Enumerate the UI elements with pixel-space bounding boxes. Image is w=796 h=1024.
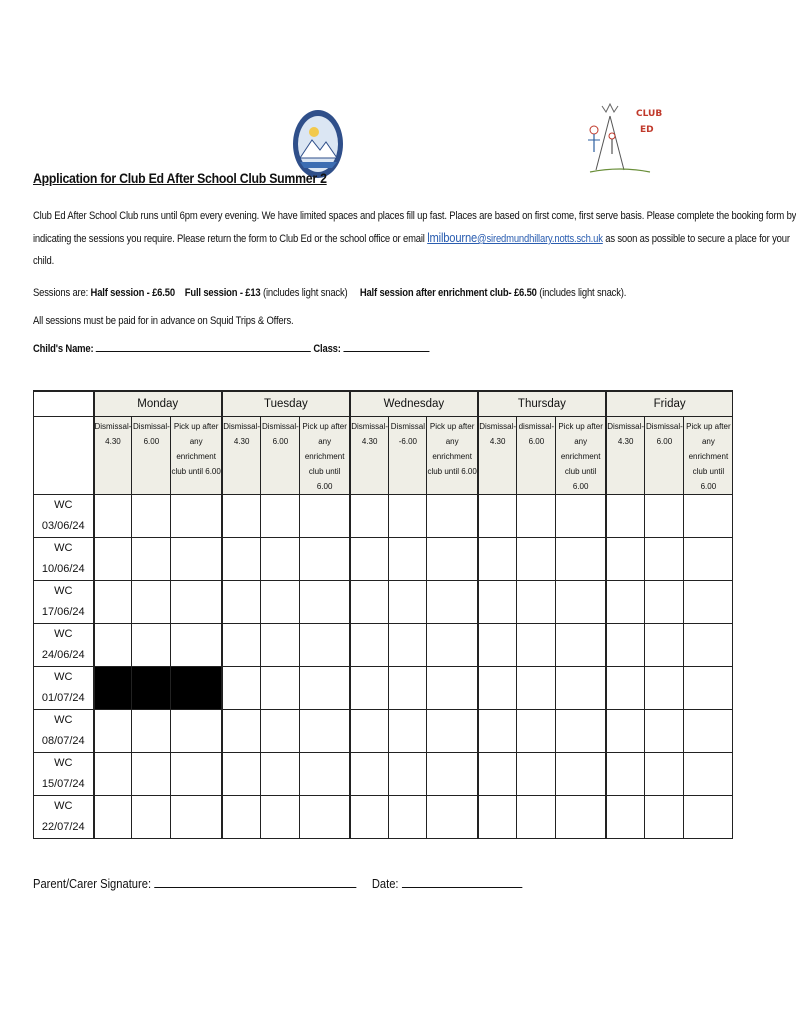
booking-cell[interactable]: [556, 666, 606, 709]
after-enrichment-note: (includes light snack).: [536, 287, 627, 299]
intro-line-3: child.: [33, 255, 55, 267]
booking-cell[interactable]: [427, 709, 478, 752]
booking-cell[interactable]: [389, 795, 427, 838]
booking-cell[interactable]: [222, 494, 261, 537]
sessions-line: [33, 282, 626, 304]
booking-cell[interactable]: [132, 795, 171, 838]
booking-cell[interactable]: [171, 494, 222, 537]
booking-cell[interactable]: [389, 537, 427, 580]
signature-label: Parent/Carer Signature:: [33, 876, 155, 891]
booking-cell[interactable]: [606, 537, 645, 580]
booking-cell[interactable]: [132, 537, 171, 580]
corner-cell-2: [34, 416, 94, 494]
week-row: [34, 580, 733, 623]
booking-cell[interactable]: [261, 580, 300, 623]
session-header-tuesday-1: Dismissal- 4.30: [222, 416, 261, 494]
booking-cell[interactable]: [517, 623, 556, 666]
booking-cell[interactable]: [606, 623, 645, 666]
booking-cell[interactable]: [684, 666, 733, 709]
week-label: [34, 580, 94, 623]
week-row: [34, 666, 733, 709]
half-session-price: Half session - £6.50: [90, 287, 175, 299]
booking-cell[interactable]: [517, 795, 556, 838]
booking-cell[interactable]: [556, 494, 606, 537]
booking-cell[interactable]: [684, 752, 733, 795]
week-date: 24/06/24: [41, 648, 85, 661]
intro-line-2: [33, 227, 796, 250]
signature-line: [33, 876, 522, 891]
session-header-monday-3: Pick up after any enrichment club until 6.00: [171, 416, 222, 494]
week-row: [34, 752, 733, 795]
week-wc: WC: [54, 713, 73, 726]
booking-cell[interactable]: [427, 580, 478, 623]
session-header-thursday-2: dismissal- 6.00: [517, 416, 556, 494]
booking-cell[interactable]: [94, 795, 132, 838]
booking-table: [33, 390, 733, 839]
session-header-tuesday-2: Dismissal- 6.00: [261, 416, 300, 494]
week-label: [34, 795, 94, 838]
week-label: [34, 709, 94, 752]
booking-cell[interactable]: [261, 494, 300, 537]
booking-cell[interactable]: [132, 752, 171, 795]
booking-cell[interactable]: [606, 752, 645, 795]
booking-cell[interactable]: [517, 752, 556, 795]
child-details-line: [33, 338, 429, 360]
day-header-tuesday: Tuesday: [222, 391, 350, 416]
email-user: lmilbourne: [427, 230, 478, 245]
booking-cell[interactable]: [517, 666, 556, 709]
day-header-friday: Friday: [606, 391, 733, 416]
booking-cell[interactable]: [684, 709, 733, 752]
session-header-wednesday-2: Dismissal -6.00: [389, 416, 427, 494]
booking-cell[interactable]: [478, 623, 517, 666]
booking-cell[interactable]: [478, 752, 517, 795]
booking-cell[interactable]: [350, 494, 389, 537]
week-row: [34, 795, 733, 838]
booking-cell[interactable]: [645, 580, 684, 623]
booking-cell[interactable]: [606, 580, 645, 623]
booking-cell[interactable]: [300, 494, 350, 537]
booking-cell[interactable]: [222, 666, 261, 709]
booking-cell[interactable]: [171, 537, 222, 580]
booking-cell[interactable]: [222, 709, 261, 752]
booking-cell[interactable]: [300, 623, 350, 666]
day-header-row: [34, 391, 733, 416]
week-wc: WC: [54, 799, 73, 812]
week-wc: WC: [54, 756, 73, 769]
day-header-monday: Monday: [94, 391, 222, 416]
booking-cell[interactable]: [478, 537, 517, 580]
sessions-label: Sessions are:: [33, 287, 91, 299]
booking-cell[interactable]: [261, 795, 300, 838]
child-name-label: Child's Name:: [33, 343, 96, 355]
booking-cell[interactable]: [171, 623, 222, 666]
page-title: Application for Club Ed After School Club Summer 2: [33, 170, 327, 186]
booking-cell[interactable]: [94, 580, 132, 623]
intro-line-1: Club Ed After School Club runs until 6pm every evening. We have limited spaces and places fill up fast. Places are based on first come, first serve basis. Please complete the booking form by: [33, 210, 796, 222]
booking-cell[interactable]: [478, 580, 517, 623]
booking-cell[interactable]: [645, 709, 684, 752]
intro-line-2-tail: as soon as possible to secure a place for your: [602, 233, 790, 245]
booking-cell[interactable]: [684, 623, 733, 666]
booking-cell[interactable]: [389, 623, 427, 666]
booking-cell[interactable]: [132, 623, 171, 666]
booking-cell[interactable]: [478, 666, 517, 709]
club-ed-logo: [582, 96, 663, 180]
booking-cell[interactable]: [556, 752, 606, 795]
booking-cell[interactable]: [556, 709, 606, 752]
booking-cell[interactable]: [350, 623, 389, 666]
week-wc: WC: [54, 627, 73, 640]
booking-cell[interactable]: [427, 494, 478, 537]
booking-cell[interactable]: [606, 795, 645, 838]
booking-cell[interactable]: [132, 709, 171, 752]
booking-cell[interactable]: [261, 666, 300, 709]
booking-cell[interactable]: [261, 537, 300, 580]
booking-cell[interactable]: [556, 580, 606, 623]
day-header-wednesday: Wednesday: [350, 391, 478, 416]
booking-cell[interactable]: [300, 795, 350, 838]
session-header-row: [34, 416, 733, 494]
child-name-field[interactable]: [96, 341, 311, 352]
booking-cell[interactable]: [427, 795, 478, 838]
club-logo-word-ed: ED: [640, 125, 654, 135]
session-header-tuesday-3: Pick up after any enrichment club until 6.00: [300, 416, 350, 494]
booking-cell[interactable]: [350, 537, 389, 580]
booking-cell[interactable]: [427, 623, 478, 666]
booking-cell[interactable]: [261, 623, 300, 666]
payment-note: All sessions must be paid for in advance on Squid Trips & Offers.: [33, 315, 294, 327]
booking-cell[interactable]: [171, 580, 222, 623]
booking-cell[interactable]: [300, 752, 350, 795]
blocked-cell: [171, 666, 222, 709]
booking-cell[interactable]: [222, 537, 261, 580]
session-header-wednesday-3: Pick up after any enrichment club until 6.00: [427, 416, 478, 494]
class-label: Class:: [313, 343, 344, 355]
week-row: [34, 709, 733, 752]
booking-cell[interactable]: [261, 752, 300, 795]
booking-cell[interactable]: [556, 537, 606, 580]
booking-cell[interactable]: [389, 666, 427, 709]
booking-cell[interactable]: [300, 709, 350, 752]
booking-cell[interactable]: [645, 494, 684, 537]
date-label: Date:: [371, 876, 402, 891]
booking-cell[interactable]: [222, 580, 261, 623]
booking-cell[interactable]: [300, 537, 350, 580]
booking-cell[interactable]: [350, 666, 389, 709]
booking-cell[interactable]: [645, 537, 684, 580]
session-header-friday-2: Dismissal- 6.00: [645, 416, 684, 494]
booking-cell[interactable]: [300, 580, 350, 623]
booking-cell[interactable]: [132, 580, 171, 623]
booking-cell[interactable]: [517, 537, 556, 580]
booking-cell[interactable]: [427, 666, 478, 709]
week-date: 08/07/24: [41, 734, 85, 747]
blocked-cell: [132, 666, 171, 709]
session-header-thursday-3: Pick up after any enrichment club until 6.00: [556, 416, 606, 494]
booking-cell[interactable]: [94, 709, 132, 752]
after-enrichment-price: Half session after enrichment club- £6.50: [359, 287, 537, 299]
booking-cell[interactable]: [350, 752, 389, 795]
week-label: [34, 752, 94, 795]
booking-cell[interactable]: [556, 795, 606, 838]
corner-cell: [34, 391, 94, 416]
session-header-friday-1: Dismissal- 4.30: [606, 416, 645, 494]
full-session-note: (includes light snack): [260, 287, 348, 299]
week-label: [34, 623, 94, 666]
session-header-thursday-1: Dismissal- 4.30: [478, 416, 517, 494]
booking-cell[interactable]: [478, 795, 517, 838]
week-date: 10/06/24: [41, 562, 85, 575]
day-header-thursday: Thursday: [478, 391, 606, 416]
week-wc: WC: [54, 584, 73, 597]
booking-cell[interactable]: [478, 709, 517, 752]
session-header-monday-2: Dismissal- 6.00: [132, 416, 171, 494]
booking-cell[interactable]: [350, 709, 389, 752]
full-session-price: Full session - £13: [184, 287, 261, 299]
booking-cell[interactable]: [684, 580, 733, 623]
club-logo-word-club: CLUB: [636, 109, 663, 119]
intro-line-2-text: indicating the sessions you require. Please return the form to Club Ed or the school office or email: [33, 233, 428, 245]
booking-cell[interactable]: [556, 623, 606, 666]
booking-cell[interactable]: [94, 537, 132, 580]
booking-cell[interactable]: [94, 494, 132, 537]
week-label: [34, 666, 94, 709]
booking-cell[interactable]: [261, 709, 300, 752]
week-date: 15/07/24: [41, 777, 85, 790]
booking-cell[interactable]: [645, 752, 684, 795]
session-header-wednesday-1: Dismissal- 4.30: [350, 416, 389, 494]
week-label: [34, 494, 94, 537]
blocked-cell: [94, 666, 132, 709]
session-header-monday-1: Dismissal- 4.30: [94, 416, 132, 494]
week-label: [34, 537, 94, 580]
booking-cell[interactable]: [517, 494, 556, 537]
booking-cell[interactable]: [171, 709, 222, 752]
booking-cell[interactable]: [300, 666, 350, 709]
week-row: [34, 623, 733, 666]
class-field[interactable]: [343, 341, 429, 352]
session-header-friday-3: Pick up after any enrichment club until 6.00: [684, 416, 733, 494]
booking-cell[interactable]: [606, 666, 645, 709]
week-wc: WC: [54, 541, 73, 554]
booking-cell[interactable]: [389, 709, 427, 752]
booking-cell[interactable]: [222, 795, 261, 838]
booking-cell[interactable]: [606, 494, 645, 537]
booking-cell[interactable]: [684, 795, 733, 838]
booking-cell[interactable]: [132, 494, 171, 537]
week-wc: WC: [54, 670, 73, 683]
booking-cell[interactable]: [222, 752, 261, 795]
booking-cell[interactable]: [427, 537, 478, 580]
booking-cell[interactable]: [389, 752, 427, 795]
week-date: 17/06/24: [41, 605, 85, 618]
booking-cell[interactable]: [606, 709, 645, 752]
intro-paragraph: [33, 205, 796, 272]
booking-cell[interactable]: [171, 795, 222, 838]
booking-cell[interactable]: [94, 752, 132, 795]
booking-cell[interactable]: [389, 494, 427, 537]
email-domain: @siredmundhillary.notts.sch.uk: [477, 233, 603, 245]
booking-cell[interactable]: [94, 623, 132, 666]
booking-cell[interactable]: [350, 580, 389, 623]
signature-field[interactable]: [154, 877, 356, 888]
booking-cell[interactable]: [684, 537, 733, 580]
email-link[interactable]: [427, 230, 603, 245]
booking-cell[interactable]: [684, 494, 733, 537]
booking-cell[interactable]: [645, 666, 684, 709]
booking-cell[interactable]: [478, 494, 517, 537]
date-field[interactable]: [402, 877, 522, 888]
booking-cell[interactable]: [222, 623, 261, 666]
booking-cell[interactable]: [517, 709, 556, 752]
week-row: [34, 537, 733, 580]
week-row: [34, 494, 733, 537]
booking-cell[interactable]: [517, 580, 556, 623]
booking-cell[interactable]: [645, 795, 684, 838]
week-date: 01/07/24: [41, 691, 85, 704]
booking-cell[interactable]: [389, 580, 427, 623]
week-date: 22/07/24: [41, 820, 85, 833]
booking-cell[interactable]: [171, 752, 222, 795]
booking-cell[interactable]: [350, 795, 389, 838]
week-date: 03/06/24: [41, 519, 85, 532]
booking-cell[interactable]: [645, 623, 684, 666]
booking-cell[interactable]: [427, 752, 478, 795]
week-wc: WC: [54, 498, 73, 511]
